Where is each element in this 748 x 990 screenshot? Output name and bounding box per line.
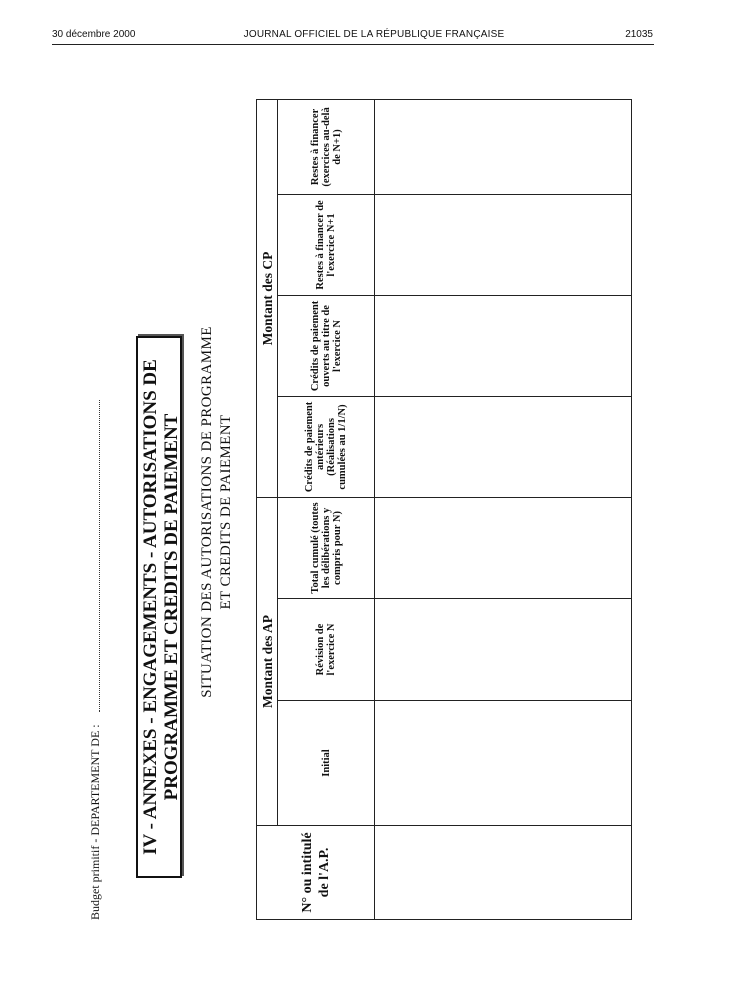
- col-header-initial: Initial: [278, 701, 375, 826]
- rotated-page-content: [80, 100, 650, 920]
- subtitle-line-1: SITUATION DES AUTORISATIONS DE PROGRAMME: [199, 326, 215, 698]
- table-empty-cell: [375, 396, 632, 497]
- table-empty-cell: [375, 99, 632, 194]
- table-empty-cell: [375, 826, 632, 920]
- col-header-restes-n1: Restes à financer de l'exercice N+1: [278, 194, 375, 295]
- budget-label: Budget primitif - DEPARTEMENT DE :: [88, 724, 102, 920]
- journal-title: JOURNAL OFFICIEL DE LA RÉPUBLIQUE FRANÇAISE: [243, 29, 505, 40]
- subtitle-line-2: ET CREDITS DE PAIEMENT: [218, 414, 234, 610]
- group-header-montant-ap: Montant des AP: [257, 497, 278, 825]
- table-empty-cell: [375, 497, 632, 598]
- col-header-restes-au-dela: Restes à financer (exercices au-delà de N+1): [278, 99, 375, 194]
- budget-line: [88, 400, 103, 920]
- table-empty-cell: [375, 194, 632, 295]
- page-number: 21035: [625, 29, 653, 40]
- group-header-montant-cp: Montant des CP: [257, 99, 278, 497]
- section-title-line-2: PROGRAMME ET CREDITS DE PAIEMENT: [161, 413, 182, 801]
- table-empty-cell: [375, 295, 632, 396]
- fill-in-dotted-line: [99, 400, 100, 712]
- col-header-total-cumule: Total cumulé (toutes les délibérations y compris pour N): [278, 497, 375, 598]
- section-title-line-1: IV - ANNEXES - ENGAGEMENTS - AUTORISATIONS DE: [140, 359, 161, 855]
- col-header-cp-ouverts: Crédits de paiement ouverts au titre de l'exercice N: [278, 295, 375, 396]
- table-subtitle: [198, 222, 236, 802]
- header-date: 30 décembre 2000: [52, 29, 136, 40]
- table-empty-cell: [375, 599, 632, 701]
- col-header-revision: Révision de l'exercice N: [278, 599, 375, 701]
- col-header-cp-anterieurs: Crédits de paiement antérieurs (Réalisations cumulées au 1/1/N): [278, 396, 375, 497]
- table-empty-cell: [375, 701, 632, 826]
- ap-cp-table: [256, 99, 632, 920]
- section-title-box: [136, 336, 182, 878]
- col-header-ap-number: N° ou intitulé de l'A.P.: [257, 826, 375, 920]
- header-rule: [52, 44, 654, 45]
